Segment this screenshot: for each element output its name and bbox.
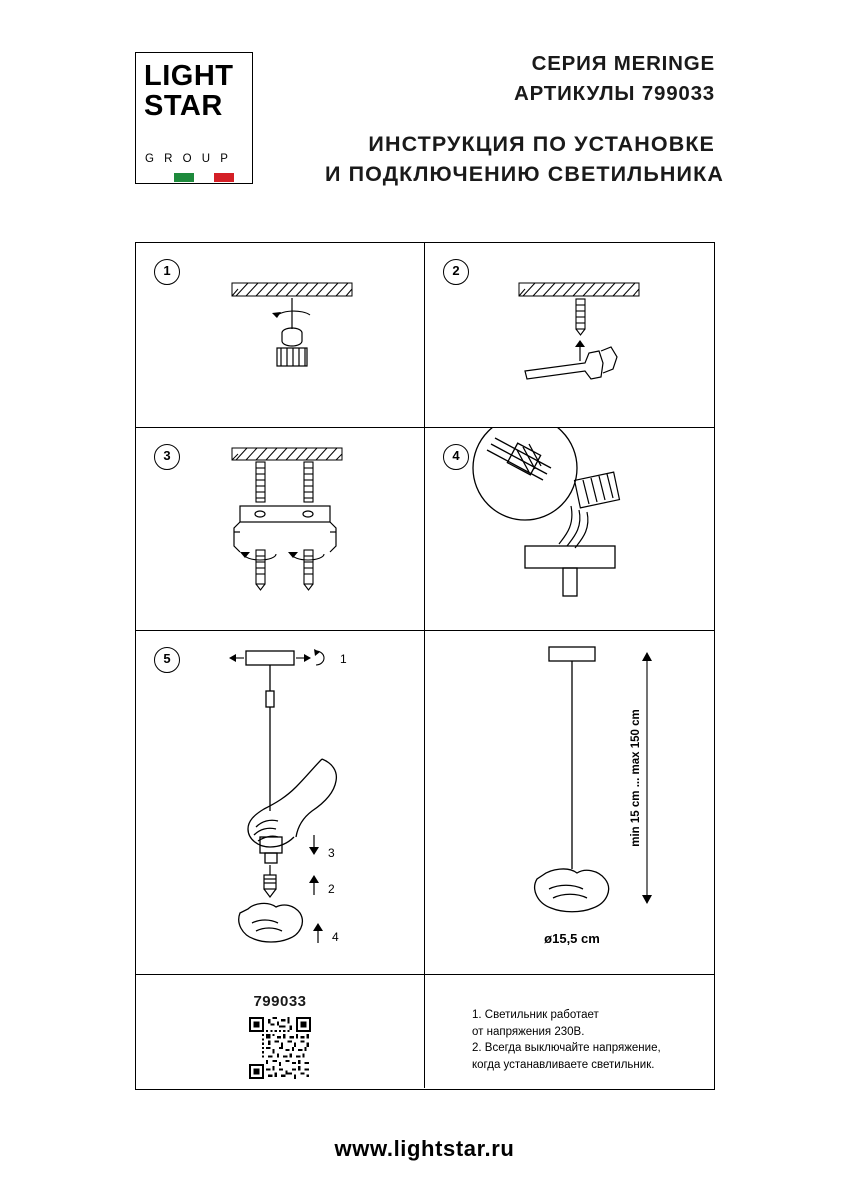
italian-flag-icon [174, 173, 234, 182]
note-line-1: 1. Светильник работает [472, 1009, 599, 1021]
qr-code [249, 1017, 311, 1079]
step-number-badge-4: 4 [443, 444, 469, 470]
diameter-dimension-label: ø15,5 cm [544, 931, 600, 946]
logo-line-2: STAR [144, 90, 223, 122]
safety-notes [472, 1007, 661, 1073]
callout-label-1: 1 [340, 652, 347, 666]
instruction-title-line-2: И ПОДКЛЮЧЕНИЮ СВЕТИЛЬНИКА [325, 162, 724, 186]
instruction-title-line-1: ИНСТРУКЦИЯ ПО УСТАНОВКЕ [368, 132, 715, 156]
website-footer[interactable]: www.lightstar.ru [334, 1136, 515, 1161]
instruction-steps-table [135, 242, 715, 1090]
step-cell-2 [425, 243, 714, 428]
logo-line-1: LIGHT [144, 60, 234, 92]
step-number-badge-1: 1 [154, 259, 180, 285]
logo-wordmark [144, 61, 248, 121]
dimensions-illustration [425, 631, 714, 975]
brand-logo [135, 52, 253, 184]
article-qr-cell [136, 975, 425, 1088]
document-header [135, 52, 724, 192]
note-line-3: 2. Всегда выключайте напряжение, [472, 1042, 661, 1054]
height-dimension-label: min 15 cm ... max 150 cm [630, 709, 642, 847]
callout-label-3: 3 [328, 846, 335, 860]
notes-cell [425, 975, 714, 1088]
step-cell-5 [136, 631, 425, 975]
article-label: АРТИКУЛЫ 799033 [513, 82, 715, 105]
step-cell-4 [425, 428, 714, 631]
note-line-2: от напряжения 230В. [472, 1025, 585, 1038]
step-number-badge-3: 3 [154, 444, 180, 470]
callout-label-2: 2 [328, 882, 335, 896]
step-number-badge-2: 2 [443, 259, 469, 285]
step-cell-3 [136, 428, 425, 631]
step-number-badge-5: 5 [154, 647, 180, 673]
dimensions-cell [425, 631, 714, 975]
step-cell-1 [136, 243, 425, 428]
series-label: СЕРИЯ MERINGE [531, 52, 715, 75]
header-text-block [325, 52, 724, 192]
article-code: 799033 [253, 993, 307, 1010]
logo-group-text: G R O U P [145, 153, 232, 165]
note-line-4: когда устанавливаете светильник. [472, 1058, 655, 1071]
step-5-illustration [136, 631, 425, 975]
callout-label-4: 4 [332, 930, 339, 944]
